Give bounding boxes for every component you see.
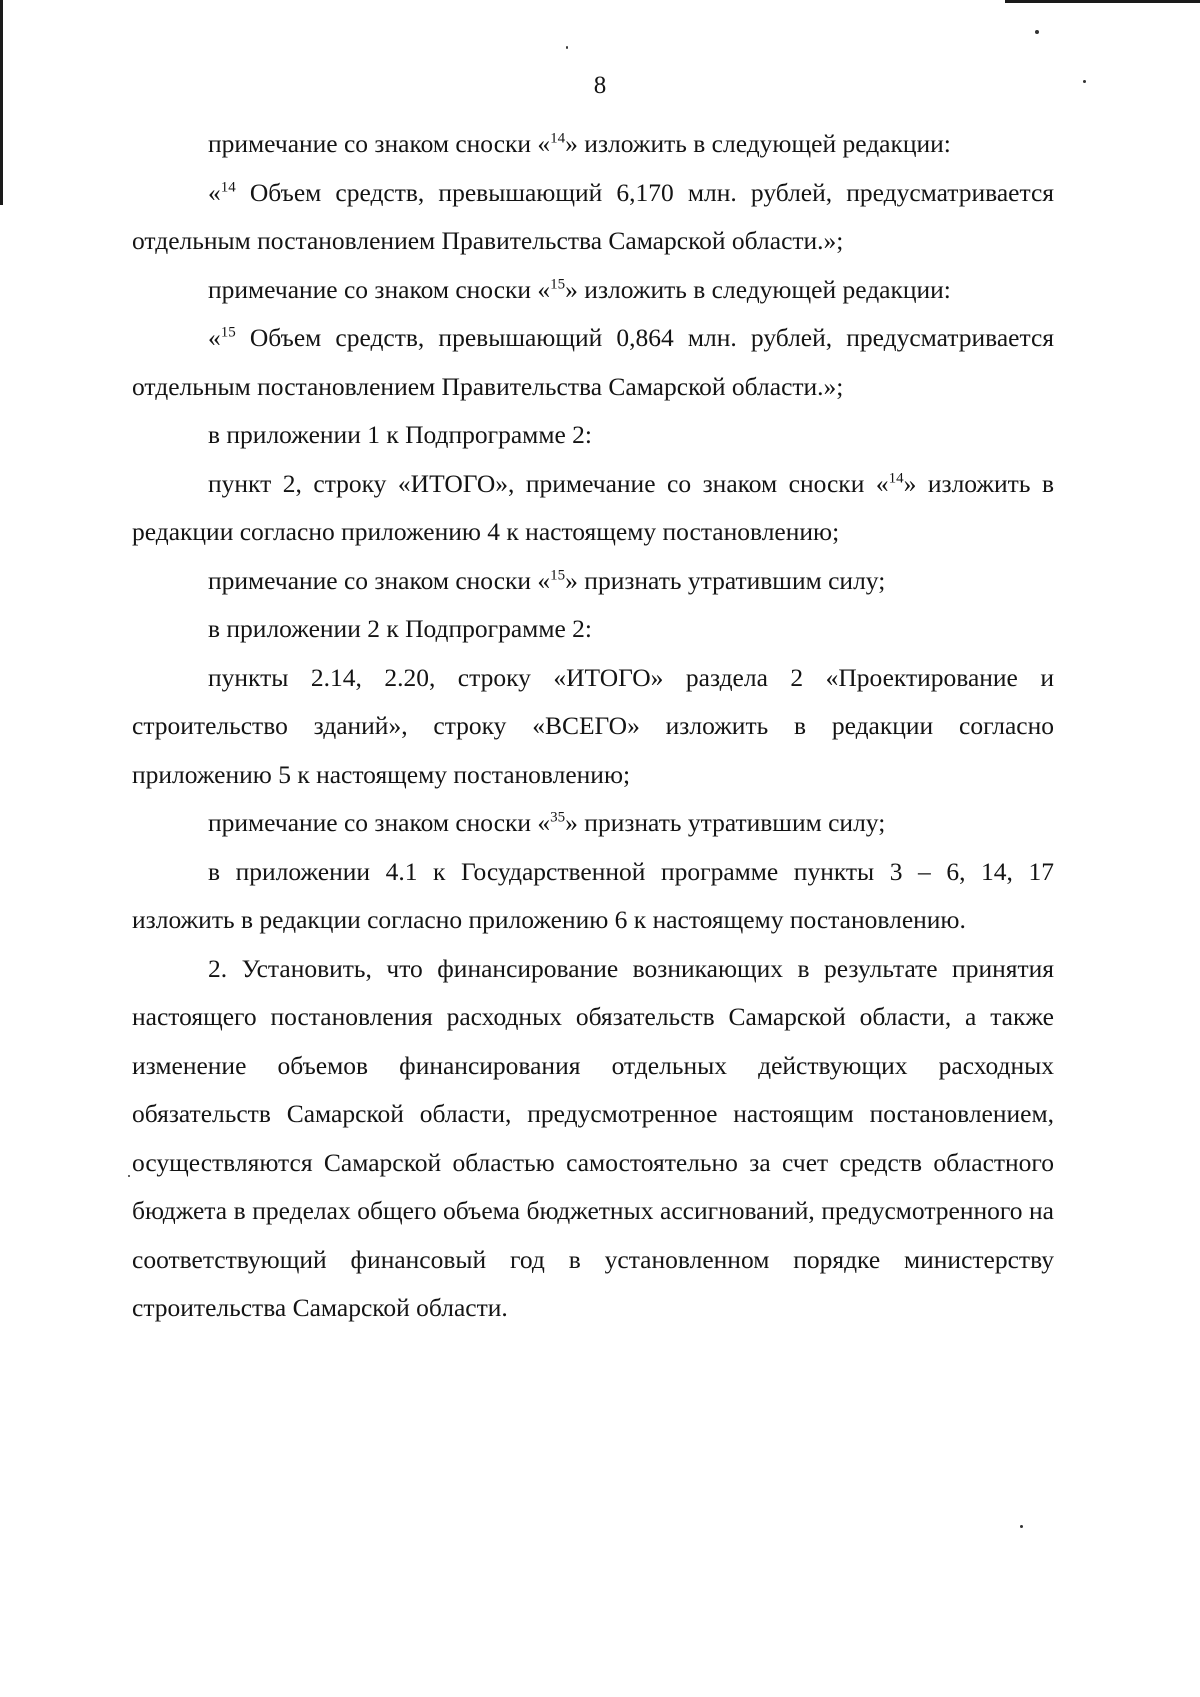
footnote-mark: 15: [550, 276, 566, 292]
paragraph: [132, 460, 1054, 557]
paragraph: [132, 654, 1054, 800]
footnote-mark: 15: [220, 324, 236, 341]
paragraph-text: » признать утратившим силу;: [565, 808, 886, 837]
paragraph-text: » признать утратившим силу;: [565, 565, 886, 595]
paragraph-text: в приложении 4.1 к Государственной программе пункты 3 – 6, 14, 17 изложить в редакции согласно приложению 6 к настоящему постановлению.: [132, 856, 1054, 934]
quote-open: «: [208, 323, 221, 352]
scan-speck: [128, 1175, 130, 1177]
paragraph-text: в приложении 2 к Подпрограмме 2:: [208, 614, 592, 643]
scan-speck: [566, 46, 568, 49]
paragraph: [132, 411, 1054, 460]
quote-open: «: [208, 177, 221, 207]
paragraph-text: Объем средств, превышающий 0,864 млн. рублей, предусматривается отдельным постановлением Правительства Самарской области.»;: [132, 323, 1054, 401]
scan-speck: [1020, 1525, 1023, 1528]
paragraph-text: примечание со знаком сноски «: [208, 808, 551, 837]
paragraph: [132, 557, 1054, 606]
paragraph-text: » изложить в следующей редакции:: [565, 274, 951, 304]
paragraph: [132, 169, 1054, 266]
page-number: 8: [593, 72, 607, 99]
paragraph-text: примечание со знаком сноски «: [208, 274, 551, 304]
footnote-mark: 14: [888, 470, 904, 486]
paragraph: [132, 945, 1054, 1333]
paragraph: [132, 799, 1054, 848]
scan-speck: [1035, 30, 1039, 34]
paragraph: [132, 605, 1054, 654]
paragraph: [132, 120, 1054, 169]
paragraph-text: » изложить в редакции согласно приложению 4 к настоящему постановлению;: [132, 468, 1054, 546]
paragraph-text: пункт 2, строку «ИТОГО», примечание со знаком сноски «: [208, 468, 889, 498]
paragraph-text: Объем средств, превышающий 6,170 млн. рублей, предусматривается отдельным постановлением Правительства Самарской области.»;: [132, 177, 1054, 255]
footnote-mark: 15: [550, 567, 566, 583]
paragraph: [132, 314, 1054, 411]
paragraph-text: 2. Установить, что финансирование возникающих в результате принятия настоящего постановления расходных обязательств Самарской области, а также изменение объемов финансирования отдельных действующих расходных обязательств Самарской области, предусмотренное настоящим постановлением, осуществляются Самарской областью самостоятельно за счет средств областного бюджета в пределах общего объема бюджетных ассигнований, предусмотренного на соответствующий финансовый год в установленном порядке министерству строительства Самарской области.: [132, 953, 1054, 1322]
footnote-mark: 35: [550, 809, 566, 826]
paragraph-text: пункты 2.14, 2.20, строку «ИТОГО» раздела 2 «Проектирование и строительство зданий», строку «ВСЕГО» изложить в редакции согласно приложению 5 к настоящему постановлению;: [132, 662, 1054, 789]
paragraph-text: примечание со знаком сноски «: [208, 129, 551, 158]
footnote-mark: 14: [550, 130, 566, 147]
paragraph: [132, 848, 1054, 945]
footnote-mark: 14: [220, 179, 236, 195]
paragraph: [132, 266, 1054, 315]
document-body: [132, 120, 1054, 1333]
paragraph-text: в приложении 1 к Подпрограмме 2:: [208, 420, 592, 449]
scan-edge-top: [1005, 0, 1200, 3]
paragraph-text: » изложить в следующей редакции:: [565, 129, 951, 158]
paragraph-text: примечание со знаком сноски «: [208, 565, 551, 595]
scan-edge-left: [0, 0, 3, 205]
